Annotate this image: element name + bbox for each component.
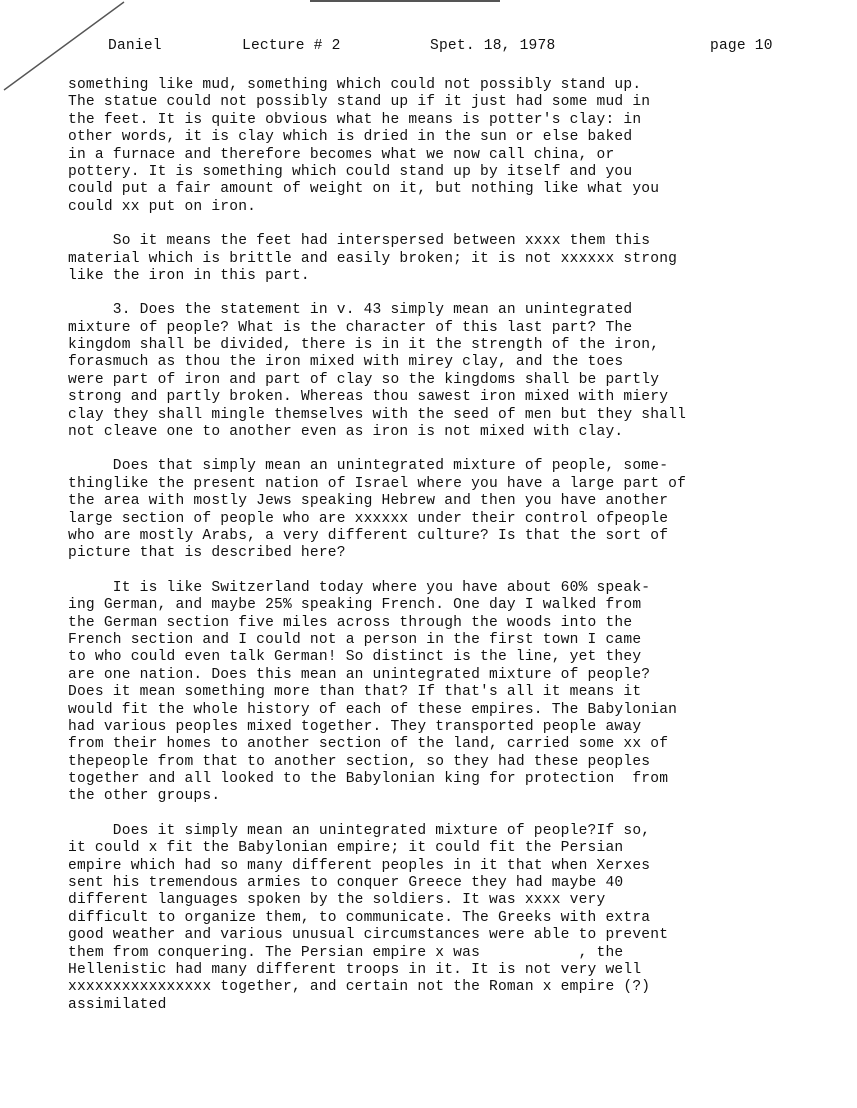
text-line: together and all looked to the Babylonian king for protection from bbox=[68, 771, 669, 788]
text-line: would fit the whole history of each of these empires. The Babylonian bbox=[68, 701, 678, 718]
text-line: had various peoples mixed together. They transported people away bbox=[68, 718, 642, 735]
paragraph bbox=[68, 77, 780, 216]
top-edge-rule bbox=[310, 0, 500, 2]
text-line: It is like Switzerland today where you have about 60% speak- bbox=[68, 579, 651, 596]
text-line: Does it simply mean an unintegrated mixture of people?If so, bbox=[68, 822, 651, 839]
text-line: good weather and various unusual circumstances were able to prevent bbox=[68, 927, 669, 944]
text-line: were part of iron and part of clay so the kingdoms shall be partly bbox=[68, 371, 660, 388]
header-title: Daniel bbox=[108, 38, 162, 54]
text-line: to who could even talk German! So distinct is the line, yet they bbox=[68, 649, 642, 666]
text-line: thepeople from that to another section, so they had these peoples bbox=[68, 753, 651, 770]
text-line: large section of people who are xxxxxx under their control ofpeople bbox=[68, 510, 669, 527]
text-line: something like mud, something which could not possibly stand up. bbox=[68, 77, 642, 93]
header-lecture: Lecture # 2 bbox=[242, 38, 341, 54]
text-line: ing German, and maybe 25% speaking French. One day I walked from bbox=[68, 597, 642, 614]
text-line: the German section five miles across through the woods into the bbox=[68, 614, 633, 631]
text-line: French section and I could not a person in the first town I came bbox=[68, 631, 642, 648]
text-line: 3. Does the statement in v. 43 simply mean an unintegrated bbox=[68, 302, 633, 319]
text-line: forasmuch as thou the iron mixed with mirey clay, and the toes bbox=[68, 354, 624, 371]
paragraph bbox=[68, 823, 780, 1014]
text-line: from their homes to another section of the land, carried some xx of bbox=[68, 736, 669, 753]
text-line: the feet. It is quite obvious what he means is potter's clay: in bbox=[68, 111, 642, 128]
paragraph bbox=[68, 458, 780, 562]
text-line: The statue could not possibly stand up if it just had some mud in bbox=[68, 94, 651, 111]
text-line: could put a fair amount of weight on it, but nothing like what you bbox=[68, 181, 660, 198]
text-line: different languages spoken by the soldiers. It was xxxx very bbox=[68, 892, 606, 909]
text-line: them from conquering. The Persian empire x was , the bbox=[68, 944, 624, 961]
text-line: who are mostly Arabs, a very different culture? Is that the sort of bbox=[68, 527, 669, 544]
text-line: in a furnace and therefore becomes what we now call china, or bbox=[68, 146, 615, 163]
text-line: could xx put on iron. bbox=[68, 198, 257, 215]
text-line: Hellenistic had many different troops in it. It is not very well bbox=[68, 961, 642, 978]
text-line: picture that is described here? bbox=[68, 545, 346, 562]
text-line: Does that simply mean an unintegrated mixture of people, some- bbox=[68, 458, 669, 475]
text-line: it could x fit the Babylonian empire; it could fit the Persian bbox=[68, 840, 624, 857]
body-text bbox=[68, 77, 780, 1031]
text-line: sent his tremendous armies to conquer Greece they had maybe 40 bbox=[68, 875, 624, 892]
paragraph bbox=[68, 302, 780, 441]
text-line: assimilated bbox=[68, 996, 167, 1013]
header-page-number: page 10 bbox=[710, 38, 773, 54]
text-line: kingdom shall be divided, there is in it the strength of the iron, bbox=[68, 337, 660, 354]
text-line: thinglike the present nation of Israel where you have a large part of bbox=[68, 475, 687, 492]
text-line: not cleave one to another even as iron is not mixed with clay. bbox=[68, 424, 624, 441]
text-line: pottery. It is something which could stand up by itself and you bbox=[68, 163, 633, 180]
text-line: difficult to organize them, to communicate. The Greeks with extra bbox=[68, 909, 651, 926]
text-line: empire which had so many different peoples in it that when Xerxes bbox=[68, 857, 651, 874]
text-line: like the iron in this part. bbox=[68, 267, 310, 284]
text-line: xxxxxxxxxxxxxxxx together, and certain not the Roman x empire (?) bbox=[68, 979, 651, 996]
text-line: the area with mostly Jews speaking Hebrew and then you have another bbox=[68, 493, 669, 510]
paragraph bbox=[68, 580, 780, 806]
text-line: Does it mean something more than that? If that's all it means it bbox=[68, 684, 642, 701]
text-line: are one nation. Does this mean an unintegrated mixture of people? bbox=[68, 666, 651, 683]
text-line: material which is brittle and easily broken; it is not xxxxxx strong bbox=[68, 250, 678, 267]
text-line: other words, it is clay which is dried in the sun or else baked bbox=[68, 129, 633, 146]
text-line: clay they shall mingle themselves with the seed of men but they shall bbox=[68, 406, 687, 423]
text-line: So it means the feet had interspersed between xxxx them this bbox=[68, 233, 651, 250]
header-date: Spet. 18, 1978 bbox=[430, 38, 556, 54]
paragraph bbox=[68, 233, 780, 285]
text-line: strong and partly broken. Whereas thou sawest iron mixed with miery bbox=[68, 389, 669, 406]
text-line: mixture of people? What is the character of this last part? The bbox=[68, 319, 633, 336]
text-line: the other groups. bbox=[68, 788, 221, 805]
